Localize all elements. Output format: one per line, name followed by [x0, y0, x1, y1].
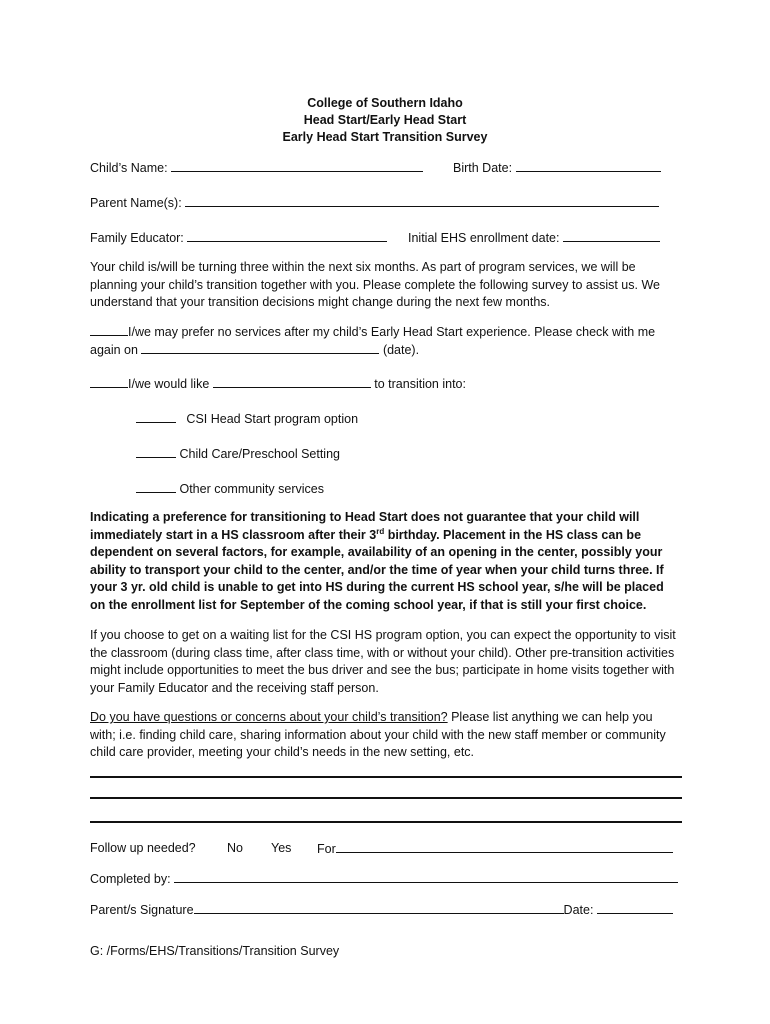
- child-name-field[interactable]: [171, 159, 423, 172]
- check-again-date-field[interactable]: [141, 341, 379, 354]
- document-header: [0, 95, 770, 146]
- date-suffix: (date).: [382, 343, 420, 357]
- answer-line-1[interactable]: [90, 776, 682, 778]
- transition-text-b: to transition into:: [374, 377, 466, 391]
- choice-other-label: Other community services: [179, 482, 324, 496]
- child-name-row: [90, 159, 423, 176]
- parent-names-row: [90, 194, 659, 211]
- signature-field[interactable]: [194, 901, 564, 914]
- follow-up-label: Follow up needed?: [90, 841, 196, 855]
- questions-heading: Do you have questions or concerns about your child’s transition?: [90, 710, 448, 724]
- follow-up-no[interactable]: No: [227, 841, 243, 855]
- signature-row: [90, 901, 673, 918]
- follow-up-for-label: For: [317, 842, 336, 856]
- initial-enrollment-field[interactable]: [563, 229, 660, 242]
- choice-child-care: [136, 445, 340, 462]
- check-again-label: again on: [90, 343, 138, 357]
- completed-by-row: [90, 870, 678, 887]
- birth-date-row: [453, 159, 661, 176]
- no-services-option-line2: [90, 341, 419, 358]
- disclaimer-part2: birthday. Placement in the HS class can be dependent on several factors, for example, availability of an opening in the center, possibly your ability to transport your child to the center, and/or the time of year when your child turns three. If your 3 yr. old child is unable to get into HS during the current HS school year, s/he will be placed on the enrollment list for September of the coming school year, if that is still your first choice.: [90, 527, 664, 612]
- disclaimer-part1: Indicating a preference for transitioning to Head Start does not guarantee that your child will immediately start in a HS classroom after their 3: [90, 510, 640, 542]
- questions-text: Please list anything we can help you with; i.e. finding child care, sharing information about your child with the new staff member or community child care provider, meeting your child’s needs in the new setting, etc.: [90, 710, 666, 759]
- choice-other-blank[interactable]: [136, 480, 176, 493]
- choice-csi-label: CSI Head Start program option: [186, 412, 359, 426]
- choice-csi-blank[interactable]: [136, 410, 176, 423]
- choice-csi-head-start: [136, 410, 358, 427]
- family-educator-row: [90, 229, 387, 246]
- child-name-label: Child’s Name:: [90, 161, 168, 175]
- initial-enrollment-label: Initial EHS enrollment date:: [408, 231, 560, 245]
- header-program: Head Start/Early Head Start: [303, 113, 467, 127]
- transition-text-a: I/we would like: [128, 377, 210, 391]
- signature-label: Parent/s Signature: [90, 903, 194, 917]
- signature-date-label: Date:: [563, 903, 594, 917]
- transition-who-field[interactable]: [213, 375, 371, 388]
- footer-path: G: /Forms/EHS/Transitions/Transition Survey: [90, 944, 340, 958]
- birth-date-label: Birth Date:: [453, 161, 513, 175]
- signature-date-field[interactable]: [597, 901, 673, 914]
- transition-check-blank[interactable]: [90, 375, 128, 388]
- intro-paragraph: Your child is/will be turning three within the next six months. As part of program services, we will be planning your child’s transition together with you. Please complete the following survey to assist us. We understand that your transition decisions might change during the next few months.: [90, 260, 660, 309]
- follow-up-for-row: [317, 840, 673, 857]
- no-services-check-blank[interactable]: [90, 323, 128, 336]
- family-educator-label: Family Educator:: [90, 231, 184, 245]
- answer-line-3[interactable]: [90, 821, 682, 823]
- parent-names-label: Parent Name(s):: [90, 196, 182, 210]
- questions-paragraph: [90, 709, 680, 762]
- family-educator-field[interactable]: [187, 229, 387, 242]
- header-college: College of Southern Idaho: [307, 96, 463, 110]
- transition-option-row: [90, 375, 466, 392]
- birth-date-field[interactable]: [516, 159, 661, 172]
- initial-enrollment-row: [408, 229, 660, 246]
- no-services-text: I/we may prefer no services after my child’s Early Head Start experience. Please check with me: [128, 325, 656, 339]
- choice-child-care-label: Child Care/Preschool Setting: [179, 447, 340, 461]
- completed-by-label: Completed by:: [90, 872, 171, 886]
- choice-child-care-blank[interactable]: [136, 445, 176, 458]
- follow-up-for-field[interactable]: [336, 840, 673, 853]
- waiting-list-paragraph: If you choose to get on a waiting list for the CSI HS program option, you can expect the opportunity to visit the classroom (during class time, after class time, with or without your child). Other pre-transition activities might include opportunities to meet the bus driver and see the bus; participate in home visits together with your Family Educator and the receiving staff person.: [90, 628, 676, 695]
- follow-up-row: [90, 840, 196, 856]
- completed-by-field[interactable]: [174, 870, 678, 883]
- parent-names-field[interactable]: [185, 194, 659, 207]
- answer-line-2[interactable]: [90, 797, 682, 799]
- follow-up-yes[interactable]: Yes: [271, 841, 292, 855]
- header-title: Early Head Start Transition Survey: [282, 130, 488, 144]
- choice-other-services: [136, 480, 324, 497]
- no-services-option-line1: [90, 323, 655, 340]
- ordinal-suffix: rd: [376, 526, 385, 536]
- placement-disclaimer: [90, 509, 680, 614]
